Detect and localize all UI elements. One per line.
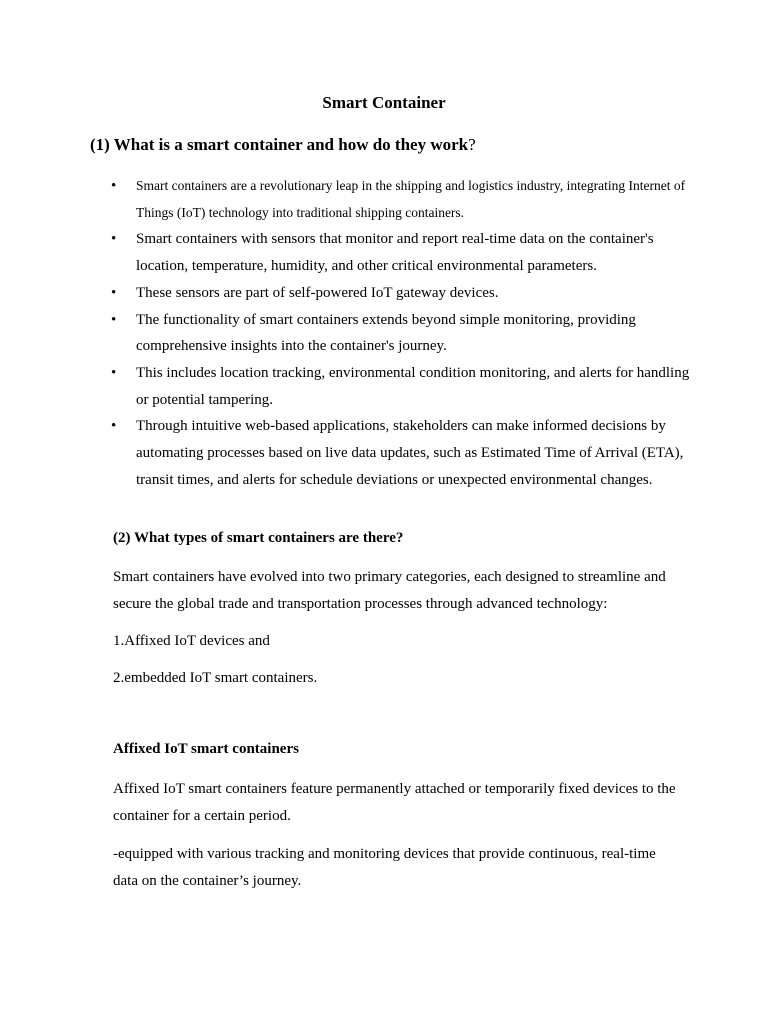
bullet-icon: • <box>111 364 117 381</box>
list-item <box>111 173 691 226</box>
list-item-text: Smart containers are a revolutionary leap in the shipping and logistics industry, integrating Internet of Things (IoT) technology into traditional shipping containers. <box>136 178 686 220</box>
bullet-icon: • <box>111 178 117 194</box>
section-heading-q2: (2) What types of smart containers are there? <box>113 530 404 546</box>
list-item <box>111 280 691 307</box>
list-item-text: This includes location tracking, environmental condition monitoring, and alerts for handling or potential tampering. <box>136 364 690 408</box>
list-item-text: These sensors are part of self-powered IoT gateway devices. <box>136 284 499 301</box>
paragraph-affixed-description: Affixed IoT smart containers feature permanently attached or temporarily fixed devices to the container for a certain period. <box>113 781 676 824</box>
bullet-list <box>111 173 691 493</box>
bullet-icon: • <box>111 284 117 301</box>
section-heading-affixed: Affixed IoT smart containers <box>113 741 299 757</box>
list-item <box>111 307 691 360</box>
list-item <box>111 226 691 279</box>
list-item <box>111 360 691 413</box>
list-item-text: Smart containers with sensors that monitor and report real-time data on the container's location, temperature, humidity, and other critical environmental parameters. <box>136 231 654 275</box>
paragraph-type-affixed: 1.Affixed IoT devices and <box>113 633 270 649</box>
section-heading-q1-text: (1) What is a smart container and how do they work <box>90 135 469 154</box>
list-item-text: The functionality of smart containers extends beyond simple monitoring, providing comprehensive insights into the container's journey. <box>136 311 636 355</box>
list-item-text: Through intuitive web-based applications, stakeholders can make informed decisions by automating processes based on live data updates, such as Estimated Time of Arrival (ETA), transit times, and alerts for schedule deviations or unexpected environmental changes. <box>136 418 684 488</box>
paragraph-types-intro: Smart containers have evolved into two primary categories, each designed to streamline and secure the global trade and transportation processes through advanced technology: <box>113 569 666 612</box>
section-heading-q1-mark: ? <box>468 135 476 154</box>
bullet-icon: • <box>111 231 117 248</box>
bullet-icon: • <box>111 311 117 328</box>
section-heading-q1 <box>90 135 710 155</box>
list-item <box>111 413 691 493</box>
document-title: Smart Container <box>322 93 446 112</box>
paragraph-affixed-equipment: -equipped with various tracking and monitoring devices that provide continuous, real-time data on the container’s journey. <box>113 846 656 889</box>
bullet-icon: • <box>111 418 117 435</box>
paragraph-type-embedded: 2.embedded IoT smart containers. <box>113 670 318 686</box>
